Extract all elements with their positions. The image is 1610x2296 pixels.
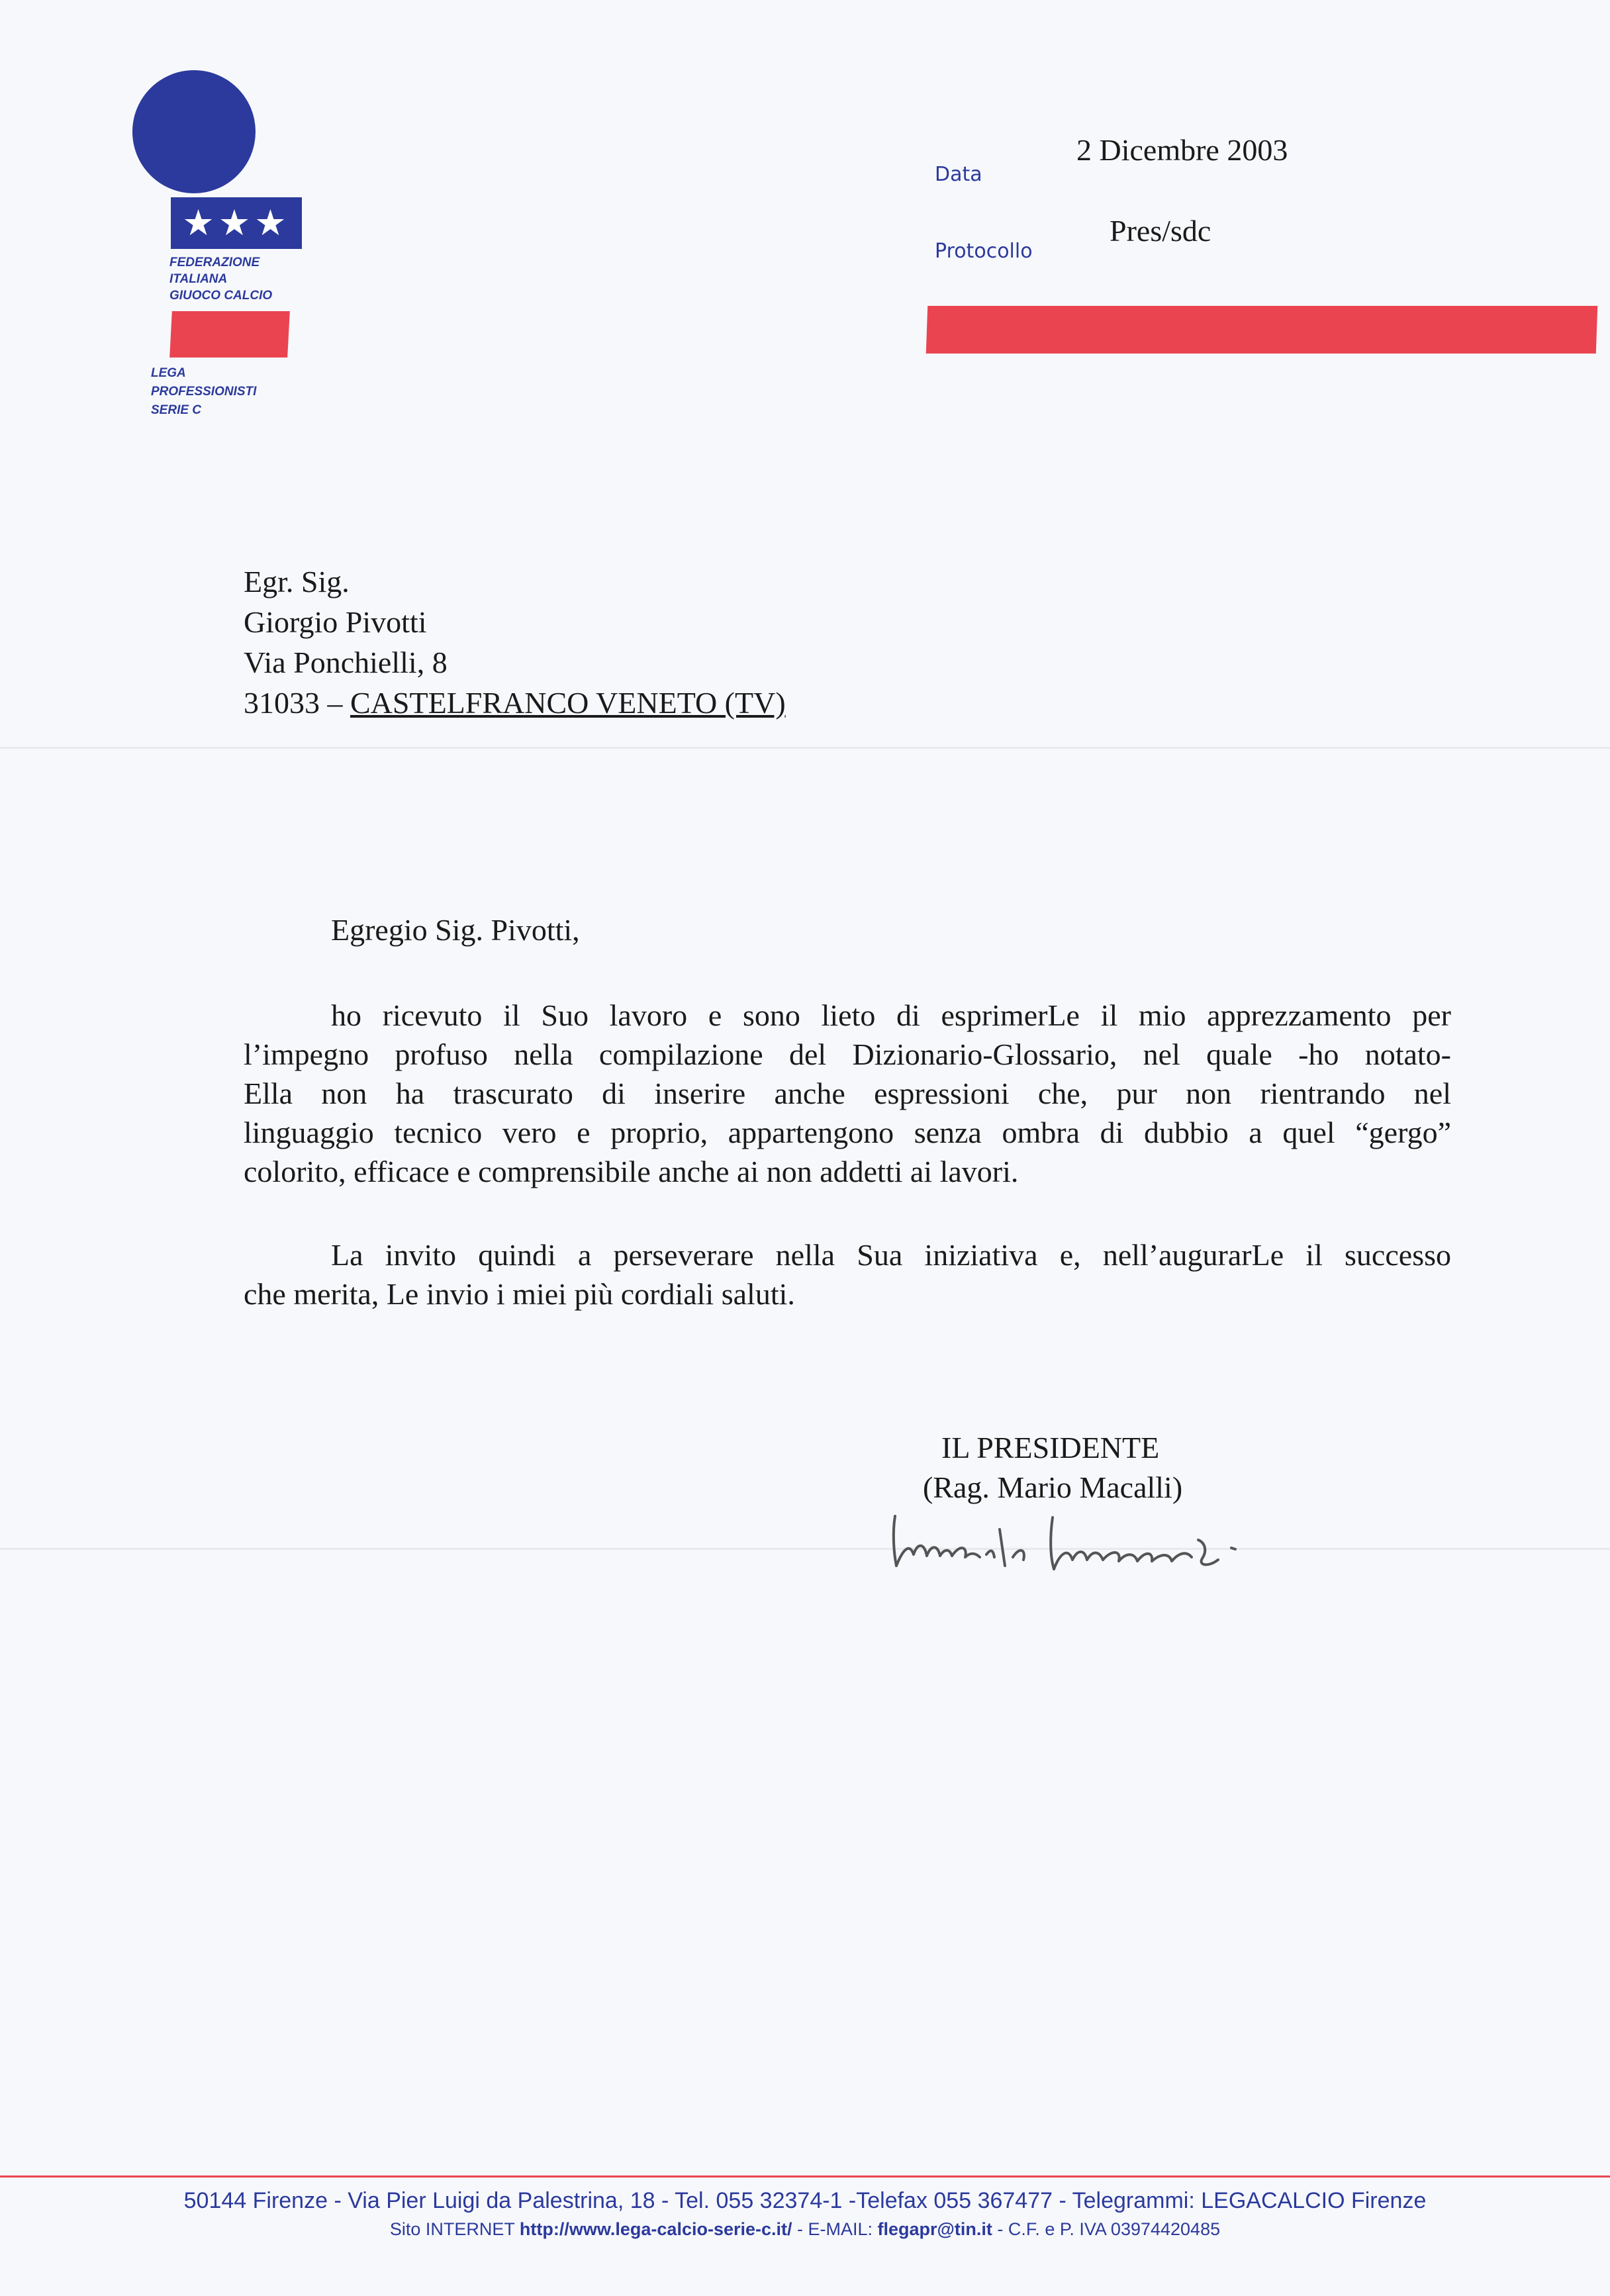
paragraph-line: l’impegno profuso nella compilazione del Dizionario-Glossario, nel quale -ho notato- [244, 1037, 1451, 1071]
protocol-label: Protocollo [935, 240, 1033, 263]
protocol-value: Pres/sdc [1110, 214, 1211, 248]
paragraph-line: colorito, efficace e comprensibile anche ai non addetti ai lavori. [244, 1155, 1019, 1188]
paper-fold [0, 747, 1610, 749]
recipient-name: Giorgio Pivotti [244, 605, 427, 639]
logo-line: ITALIANA [169, 272, 228, 286]
logo-red-band [169, 311, 290, 358]
paragraph-line: che merita, Le invio i miei più cordiali saluti. [244, 1277, 795, 1311]
paragraph-line: Ella non ha trascurato di inserire anche espressioni che, pur non rientrando nel [244, 1076, 1451, 1110]
logo-stars-icon: ★★★ [171, 197, 302, 249]
recipient-line: Egr. Sig. [244, 565, 350, 598]
logo-line: PROFESSIONISTI [151, 385, 257, 399]
recipient-city-line [244, 683, 786, 723]
paragraph-line: ho ricevuto il Suo lavoro e sono lieto di esprimerLe il mio apprezzamento per [331, 998, 1451, 1032]
date-value: 2 Dicembre 2003 [1076, 133, 1288, 167]
recipient-postcode: 31033 – [244, 686, 350, 720]
recipient-city: CASTELFRANCO VENETO (TV) [350, 686, 786, 720]
logo-federation-text [169, 254, 272, 304]
header-red-bar [926, 306, 1598, 354]
logo-line: LEGA [151, 366, 186, 380]
salutation: Egregio Sig. Pivotti, [331, 913, 580, 947]
recipient-address [244, 561, 786, 723]
footer-vat: - C.F. e P. IVA 03974420485 [992, 2219, 1221, 2239]
paragraph-line: linguaggio tecnico vero e proprio, appartengono senza ombra di dubbio a quel “gergo” [244, 1116, 1451, 1149]
recipient-street: Via Ponchielli, 8 [244, 646, 448, 679]
footer-email-label: - E-MAIL: [792, 2219, 878, 2239]
logo-line: GIUOCO CALCIO [169, 289, 273, 303]
footer-site-label: Sito INTERNET [389, 2219, 520, 2239]
logo-line: FEDERAZIONE [169, 256, 260, 269]
footer-address: 50144 Firenze - Via Pier Luigi da Palestrina, 18 - Tel. 055 32374-1 -Telefax 055 367477 - Telegrammi: LEGACALCIO Firenze [183, 2188, 1427, 2213]
logo-blue-circle [132, 70, 256, 193]
footer-site-link[interactable]: http://www.lega-calcio-serie-c.it/ [519, 2219, 792, 2239]
logo-line: SERIE C [151, 403, 202, 417]
handwritten-signature [887, 1503, 1284, 1576]
paragraph-1 [244, 996, 1451, 1191]
signatory-name: (Rag. Mario Macalli) [923, 1470, 1183, 1504]
signatory-title: IL PRESIDENTE [941, 1431, 1160, 1464]
footer-divider [0, 2176, 1610, 2177]
paragraph-2 [244, 1235, 1451, 1314]
date-label: Data [935, 163, 982, 186]
paper-fold [0, 1548, 1610, 1550]
logo-lega-text [151, 364, 256, 420]
footer-email-link[interactable]: flegapr@tin.it [877, 2219, 992, 2239]
paragraph-line: La invito quindi a perseverare nella Sua iniziativa e, nell’augurarLe il successo [331, 1238, 1451, 1272]
footer-contacts [0, 2219, 1610, 2240]
